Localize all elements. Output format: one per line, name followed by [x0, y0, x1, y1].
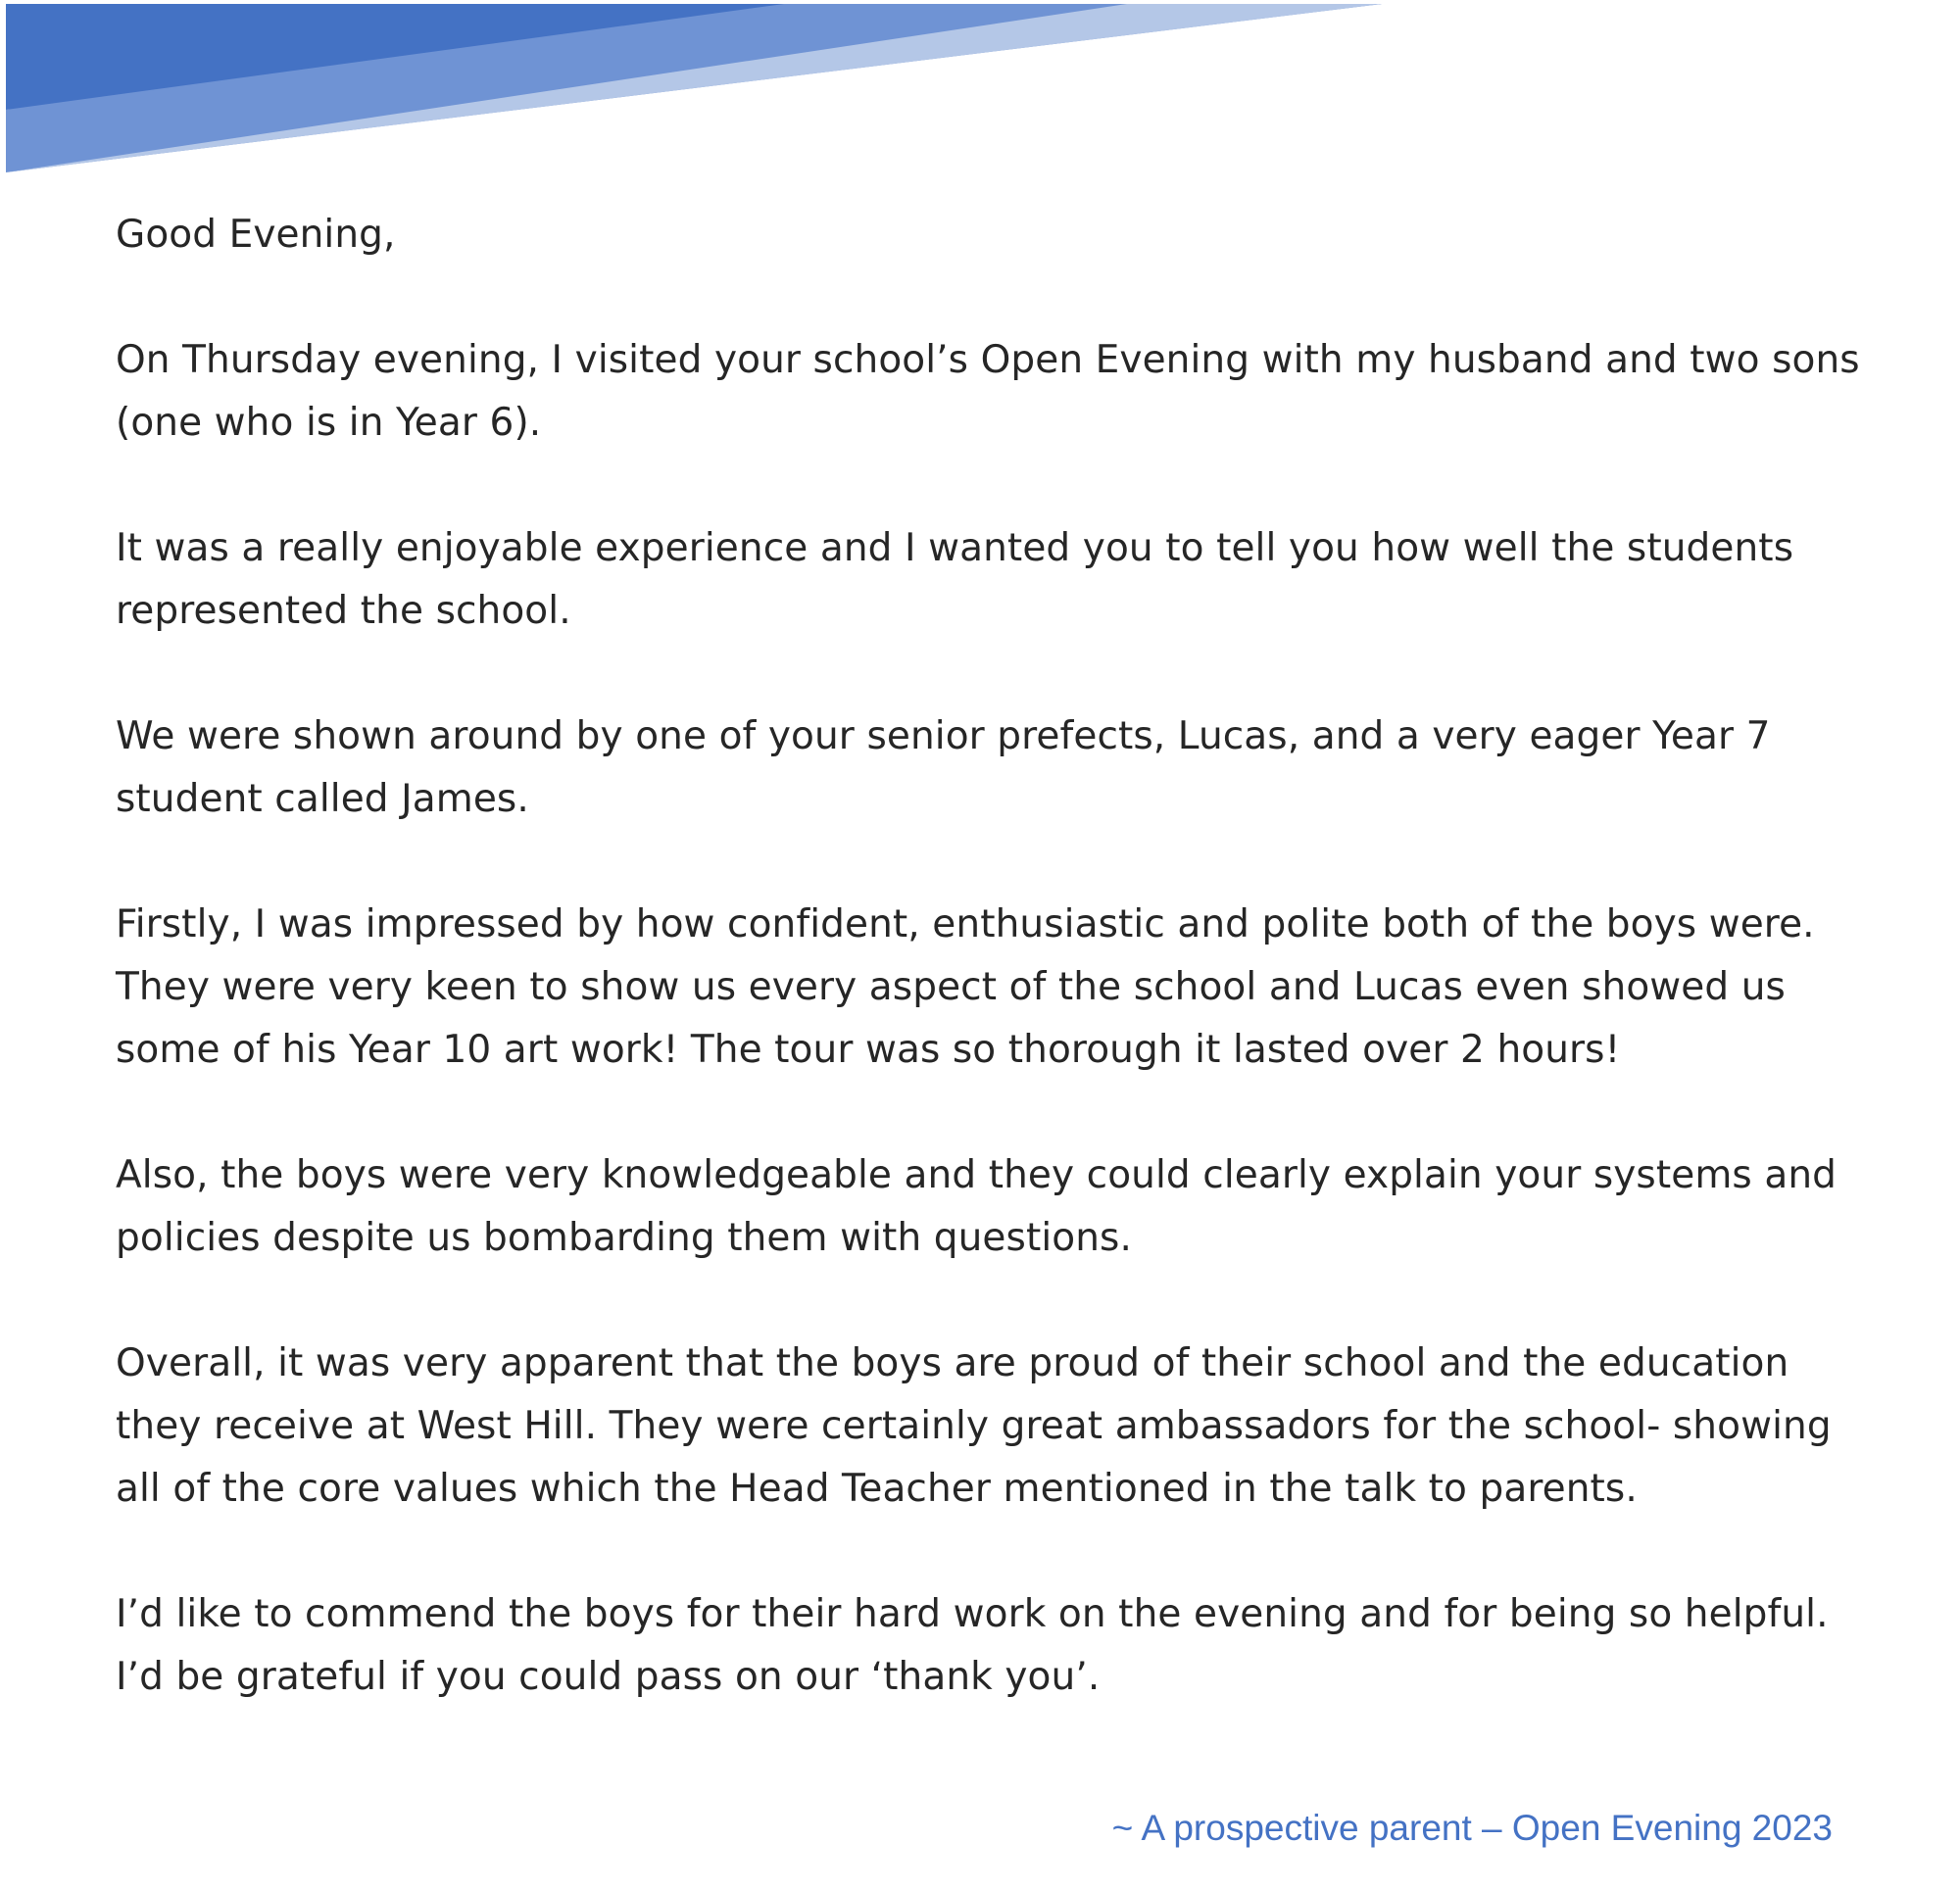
- letter-paragraph: Overall, it was very apparent that the boys are proud of their school and the education they receive at West Hill. They were certainly great ambassadors for the school- showing all of the core values which the Head Teacher mentioned in the talk to parents.: [116, 1341, 1832, 1511]
- letter-paragraph: Also, the boys were very knowledgeable and they could clearly explain your systems and policies despite us bombarding them with questions.: [116, 1153, 1838, 1260]
- letter-paragraph: We were shown around by one of your senior prefects, Lucas, and a very eager Year 7 student called James.: [116, 714, 1771, 821]
- letter-paragraph: On Thursday evening, I visited your school’s Open Evening with my husband and two sons (one who is in Year 6).: [116, 338, 1860, 445]
- letter-greeting: Good Evening,: [116, 213, 396, 257]
- letter-signoff: ~ A prospective parent – Open Evening 2023: [1111, 1808, 1833, 1848]
- letter-paragraph: Firstly, I was impressed by how confident, enthusiastic and polite both of the boys were. They were very keen to show us every aspect of the school and Lucas even showed us some of his Year 10 art work! The tour was so thorough it lasted over 2 hours!: [116, 902, 1815, 1072]
- letter-paragraph: It was a really enjoyable experience and I wanted you to tell you how well the students represented the school.: [116, 526, 1794, 633]
- header-banner-decoration: [0, 0, 1960, 176]
- letter-paragraph: I’d like to commend the boys for their hard work on the evening and for being so helpful. I’d be grateful if you could pass on our ‘thank you’.: [116, 1592, 1829, 1699]
- letter-body: [116, 204, 1870, 1771]
